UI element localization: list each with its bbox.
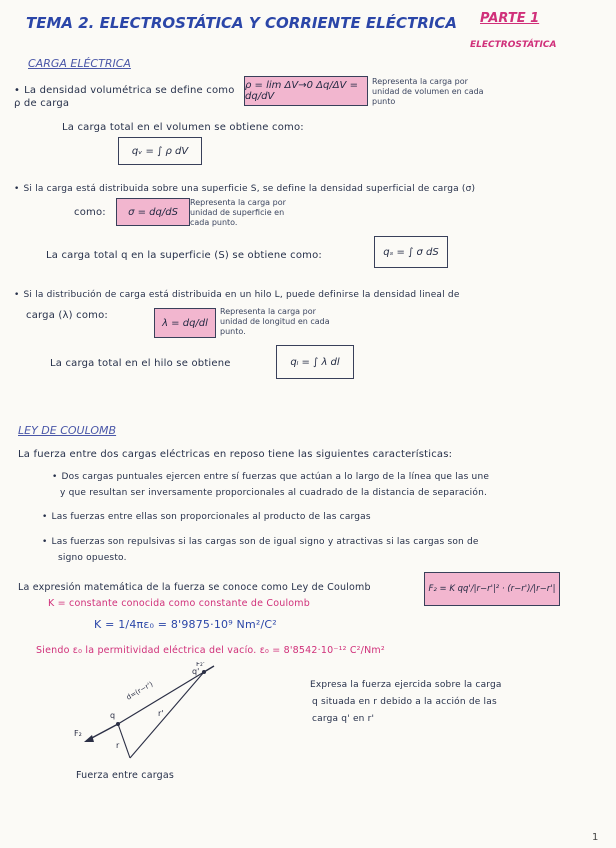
- coulomb-item3a: • Las fuerzas son repulsivas si las cargas son de igual signo y atractivas si las cargas son de: [42, 537, 479, 547]
- coulomb-item1b: y que resultan ser inversamente proporcionales al cuadrado de la distancia de separación.: [60, 488, 488, 498]
- k-value: K = 1/4πε₀ = 8'9875·10⁹ Nm²/C²: [94, 618, 277, 631]
- force-q-arrowhead: [84, 735, 94, 742]
- label-qp: q': [192, 667, 200, 676]
- coulomb-force-diagram: [70, 662, 220, 762]
- coulomb-intro: La fuerza entre dos cargas eléctricas en reposo tiene las siguientes características:: [18, 449, 453, 460]
- vol-density-note: Representa la carga por unidad de volumen en cada punto: [372, 77, 484, 106]
- coulomb-item2: • Las fuerzas entre ellas son proporcionales al producto de las cargas: [42, 512, 371, 522]
- section-heading-carga: CARGA ELÉCTRICA: [28, 57, 131, 70]
- coulomb-formula: F₂ = K qq'/|r−r'|² · (r−r')/|r−r'|: [424, 572, 560, 606]
- lin-density-text2: carga (λ) como:: [26, 310, 108, 321]
- page-title: TEMA 2. ELECTROSTÁTICA Y CORRIENTE ELÉCTRICA: [26, 14, 457, 32]
- surf-como: como:: [74, 207, 106, 218]
- surf-total-formula: qₛ = ∫ σ dS: [374, 236, 448, 268]
- vol-density-text: • La densidad volumétrica se define como ρ de carga: [14, 84, 244, 110]
- label-d: d=(r−r'): [125, 680, 155, 702]
- lin-total-text: La carga total en el hilo se obtiene: [50, 358, 231, 369]
- surf-density-formula: σ = dq/dS: [116, 198, 190, 226]
- diagram-caption: Fuerza entre cargas: [76, 770, 175, 781]
- position-r-vector: [118, 724, 130, 758]
- surf-density-note: Representa la carga por unidad de superficie en cada punto.: [190, 198, 286, 227]
- section-heading-coulomb: LEY DE COULOMB: [18, 424, 117, 437]
- coulomb-item3b: signo opuesto.: [58, 553, 127, 563]
- coulomb-item1a: • Dos cargas puntuales ejercen entre sí fuerzas que actúan a lo largo de la línea que las une: [52, 472, 489, 482]
- label-r: r: [116, 741, 120, 750]
- vol-total-text: La carga total en el volumen se obtiene como:: [62, 122, 304, 133]
- diagram-note-1: Expresa la fuerza ejercida sobre la carga: [310, 680, 502, 690]
- coulomb-expr-text: La expresión matemática de la fuerza se conoce como Ley de Coulomb: [18, 582, 371, 593]
- diagram-note-2: q situada en r debido a la acción de las: [312, 697, 497, 707]
- lin-density-formula: λ = dq/dl: [154, 308, 216, 338]
- label-rp: r': [158, 709, 164, 718]
- epsilon-text: Siendo ε₀ la permitividad eléctrica del vacío. ε₀ = 8'8542·10⁻¹² C²/Nm²: [36, 645, 385, 656]
- lin-density-text: • Si la distribución de carga está distribuida en un hilo L, puede definirse la densidad lineal de: [14, 290, 574, 300]
- vol-total-formula: qᵥ = ∫ ρ dV: [118, 137, 202, 165]
- part-sublabel: ELECTROSTÁTICA: [470, 40, 557, 50]
- surf-density-text: • Si la carga está distribuida sobre una superficie S, se define la densidad superficial de carga (σ): [14, 184, 574, 194]
- vol-density-formula: ρ = lim ΔV→0 Δq/ΔV = dq/dV: [244, 76, 368, 106]
- page-number: 1: [592, 832, 599, 843]
- part-label: PARTE 1: [480, 11, 540, 26]
- lin-density-note: Representa la carga por unidad de longitud en cada punto.: [220, 307, 330, 336]
- surf-total-text: La carga total q en la superficie (S) se obtiene como:: [46, 250, 322, 261]
- charge-q-point: [116, 722, 120, 726]
- diagram-note-3: carga q' en r': [312, 714, 375, 724]
- label-fq: F₂: [74, 729, 82, 738]
- lin-total-formula: qₗ = ∫ λ dl: [276, 345, 354, 379]
- label-fqp: F₂': [196, 662, 205, 668]
- charge-qp-point: [202, 670, 206, 674]
- label-q: q: [110, 711, 116, 720]
- k-definition: K = constante conocida como constante de Coulomb: [48, 598, 310, 609]
